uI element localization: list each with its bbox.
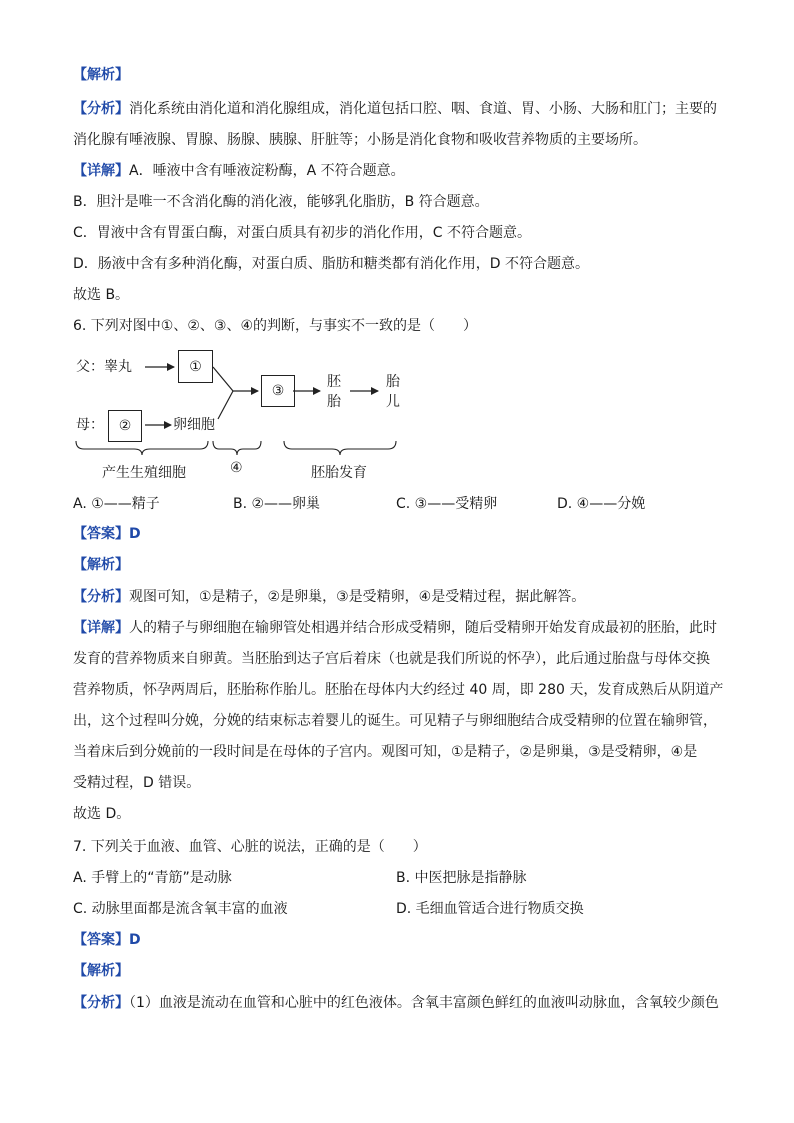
detail-tag: 【详解】	[73, 163, 129, 179]
box-1	[178, 350, 213, 383]
option-d: D. ④——分娩	[557, 496, 646, 512]
fetus-char-1: 胎	[386, 374, 400, 390]
answer-text: 【答案】D	[73, 932, 141, 948]
box-3	[261, 375, 295, 407]
analysis-tag: 【分析】	[73, 995, 129, 1011]
conclusion: 故选 B。	[73, 287, 130, 303]
embryo-char-2: 胎	[327, 394, 341, 410]
option-c: C. ③——受精卵	[396, 496, 498, 512]
detail-text: A．唾液中含有唾液淀粉酶，A 不符合题意。	[129, 163, 405, 179]
brace-label-4: ④	[230, 460, 243, 476]
answer-text: 【答案】D	[73, 526, 141, 542]
analysis-heading: 【解析】	[73, 67, 129, 83]
fetus-char-2: 儿	[386, 394, 400, 410]
question-stem: 7. 下列关于血液、血管、心脏的说法，正确的是（ ）	[73, 839, 427, 855]
option-c: C. 动脉里面都是流含氧丰富的血液	[73, 901, 288, 917]
analysis-tag: 【分析】	[73, 101, 129, 117]
option-d: D. 毛细血管适合进行物质交换	[396, 901, 584, 917]
detail-tag: 【详解】	[73, 620, 129, 636]
answer-line	[73, 930, 141, 950]
detail-line-2: 发育的营养物质来自卵黄。当胚胎到达子宫后着床（也就是我们所说的怀孕），此后通过胎盘与母体交换	[73, 651, 710, 667]
analysis-text: 观图可知，①是精子，②是卵巢，③是受精卵，④是受精过程，据此解答。	[129, 589, 586, 605]
conclusion: 故选 D。	[73, 806, 131, 822]
detail-line-3: 营养物质，怀孕两周后，胚胎称作胎儿。胚胎在母体内大约经过 40 周，即 280 天，发育成熟后从阴道产	[73, 682, 724, 698]
option-b: B. ②——卵巢	[233, 496, 321, 512]
detail-line-5: 当着床后到分娩前的一段时间是在母体的子宫内。观图可知，①是精子，②是卵巢，③是受精卵，④是	[73, 744, 698, 760]
analysis-tag: 【分析】	[73, 589, 129, 605]
analysis-text: 消化系统由消化道和消化腺组成，消化道包括口腔、咽、食道、胃、小肠、大肠和肛门；主要的	[129, 101, 717, 117]
box-3-label: ③	[271, 383, 285, 399]
analysis-heading: 【解析】	[73, 557, 129, 573]
detail-line-c: C．胃液中含有胃蛋白酶，对蛋白质具有初步的消化作用，C 不符合题意。	[73, 225, 531, 241]
answer-line	[73, 524, 141, 544]
analysis-text-line: 消化腺有唾液腺、胃腺、肠腺、胰腺、肝脏等；小肠是消化食物和吸收营养物质的主要场所。	[73, 132, 647, 148]
analysis-heading: 【解析】	[73, 963, 129, 979]
brace-label-embryo-development: 胚胎发育	[311, 465, 367, 481]
question-stem: 6. 下列对图中①、②、③、④的判断，与事实不一致的是（ ）	[73, 318, 478, 334]
detail-line-6: 受精过程，D 错误。	[73, 775, 201, 791]
box-1-label: ①	[189, 358, 202, 375]
detail-line-b: B．胆汁是唯一不含消化酶的消化液，能够乳化脂肪，B 符合题意。	[73, 194, 489, 210]
mother-label: 母：	[76, 417, 104, 433]
box-2-label: ②	[118, 418, 132, 434]
option-a: A. 手臂上的“青筋”是动脉	[73, 870, 232, 886]
embryo-char-1: 胚	[327, 374, 341, 390]
detail-line-4: 出，这个过程叫分娩，分娩的结束标志着婴儿的诞生。可见精子与卵细胞结合成受精卵的位置在输卵管，	[73, 713, 717, 729]
detail-line-d: D．肠液中含有多种消化酶，对蛋白质、脂肪和糖类都有消化作用，D 不符合题意。	[73, 256, 590, 272]
detail-paragraph	[73, 161, 405, 181]
egg-cell-label: 卵细胞	[173, 417, 215, 433]
brace-label-germ-cells: 产生生殖细胞	[102, 465, 186, 481]
analysis-paragraph	[73, 587, 585, 607]
analysis-paragraph	[73, 99, 717, 119]
analysis-text: （1）血液是流动在血管和心脏中的红色液体。含氧丰富颜色鲜红的血液叫动脉血，含氧较少颜色	[129, 995, 719, 1011]
box-2	[108, 410, 142, 442]
option-a: A. ①——精子	[73, 496, 160, 512]
detail-paragraph	[73, 618, 717, 638]
analysis-paragraph	[73, 993, 719, 1013]
option-b: B. 中医把脉是指静脉	[396, 870, 527, 886]
father-label: 父：睾丸	[76, 359, 132, 375]
reproduction-diagram	[70, 343, 430, 489]
detail-text: 人的精子与卵细胞在输卵管处相遇并结合形成受精卵，随后受精卵开始发育成最初的胚胎，此时	[129, 620, 717, 636]
